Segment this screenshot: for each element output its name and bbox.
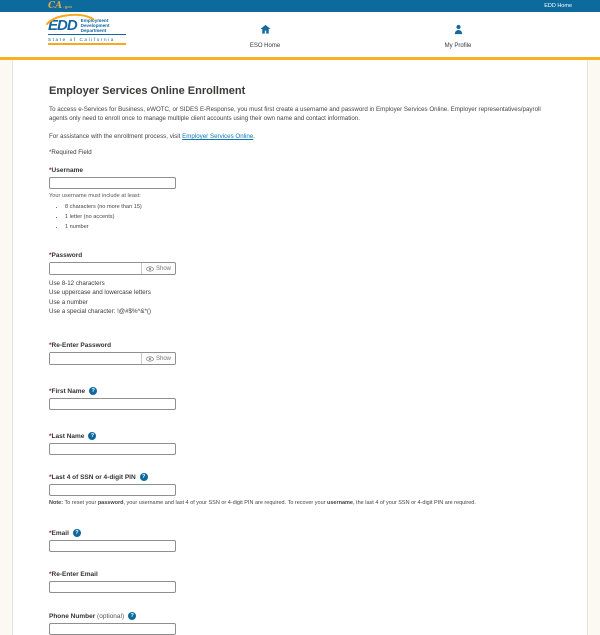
password-show-button[interactable]: Show xyxy=(141,263,175,274)
reenter-password-input-wrap xyxy=(49,352,176,365)
username-input[interactable] xyxy=(49,177,176,189)
password-rule: Use a number xyxy=(49,298,88,306)
reenter-email-field-group xyxy=(49,571,551,593)
phone-field-group xyxy=(49,612,551,635)
required-asterisk: * xyxy=(49,342,52,350)
eye-icon xyxy=(146,266,154,272)
last-name-help-icon[interactable]: ? xyxy=(88,432,96,440)
phone-input[interactable] xyxy=(49,623,176,635)
first-name-field-group xyxy=(49,387,551,410)
password-rules xyxy=(49,279,551,316)
required-asterisk: * xyxy=(49,167,52,174)
ssn-pin-label: *Last 4 of SSN or 4-digit PIN ? xyxy=(49,473,551,481)
edd-home-link[interactable]: EDD Home xyxy=(544,3,572,9)
nav-eso-home[interactable] xyxy=(230,22,300,49)
username-hint: Your username must include at least: xyxy=(49,193,141,199)
required-asterisk: * xyxy=(49,149,52,156)
password-rule: Use a special character: !@#$%^&*() xyxy=(49,307,152,315)
edd-logo-text: EDD xyxy=(48,17,77,34)
required-asterisk: * xyxy=(49,432,52,440)
password-rule: Use uppercase and lowercase letters xyxy=(49,289,151,297)
ssn-pin-note: Note: To reset your password, your username and last 4 of your SSN or 4-digit PIN are required. To recover your username, the last 4 of your SSN or 4-digit PIN are required. xyxy=(49,500,476,507)
edd-logo-orange-rule xyxy=(48,43,126,45)
edd-swoosh-icon xyxy=(45,13,95,25)
assistance-line xyxy=(49,133,551,140)
password-input[interactable] xyxy=(50,263,141,274)
username-field-group xyxy=(49,167,551,230)
reenter-email-label: *Re-Enter Email xyxy=(49,571,98,579)
password-label: *Password xyxy=(49,252,83,259)
employer-services-online-link[interactable]: Employer Services Online xyxy=(182,133,254,140)
nav-my-profile[interactable] xyxy=(423,22,493,49)
username-rule-item: • 1 number xyxy=(65,224,551,230)
password-input-wrap xyxy=(49,262,176,275)
ssn-pin-help-icon[interactable]: ? xyxy=(140,473,148,481)
enrollment-card xyxy=(12,60,588,635)
email-field-group xyxy=(49,529,551,552)
page-title: Employer Services Online Enrollment xyxy=(49,85,246,97)
phone-help-icon[interactable]: ? xyxy=(128,612,136,620)
reenter-password-label: *Re-Enter Password xyxy=(49,342,112,350)
edd-logo[interactable] xyxy=(48,18,126,45)
ca-gov-logo-ca: CA xyxy=(48,0,63,11)
required-asterisk: * xyxy=(49,529,52,537)
reenter-password-show-button[interactable]: Show xyxy=(141,353,175,364)
edd-logo-line3: Department xyxy=(80,28,107,33)
required-asterisk: * xyxy=(49,571,52,579)
eye-icon xyxy=(146,356,154,362)
email-help-icon[interactable]: ? xyxy=(73,529,81,537)
phone-optional-tag: (optional) xyxy=(97,612,125,620)
phone-label: Phone Number (optional) ? xyxy=(49,612,551,620)
reenter-email-input[interactable] xyxy=(49,581,176,593)
email-input[interactable] xyxy=(49,540,176,552)
required-asterisk: * xyxy=(49,387,52,395)
required-asterisk: * xyxy=(49,473,52,481)
ca-gov-logo[interactable] xyxy=(48,2,73,11)
edd-logo-blue-rule xyxy=(48,34,126,35)
username-label: *Username xyxy=(49,167,83,174)
edd-logo-line1: Employment xyxy=(80,18,109,23)
required-asterisk: * xyxy=(49,252,52,259)
site-header xyxy=(0,12,600,57)
first-name-help-icon[interactable]: ? xyxy=(89,387,97,395)
edd-logo-state: State of California xyxy=(48,36,115,42)
email-label: *Email ? xyxy=(49,529,551,537)
home-icon xyxy=(260,24,271,35)
reenter-password-field-group xyxy=(49,342,551,365)
last-name-label: *Last Name ? xyxy=(49,432,551,440)
nav-eso-home-label: ESO Home xyxy=(249,43,281,49)
intro-paragraph: To access e-Services for Business, eWOTC, or SIDES E-Response, you must first create a username and password in Employer Services Online. Employer representatives/payroll agents only need to enroll once to manage multiple client accounts using their own name and contact information. xyxy=(49,106,541,122)
password-rule: Use 8-12 characters xyxy=(49,280,105,287)
password-field-group xyxy=(49,252,551,316)
person-icon xyxy=(453,24,464,35)
edd-logo-line2: Development xyxy=(80,23,110,28)
utility-topbar xyxy=(0,0,600,12)
ca-gov-logo-gov: .gov xyxy=(63,3,73,9)
last-name-input[interactable] xyxy=(49,443,176,455)
ssn-pin-field-group xyxy=(49,473,551,507)
reenter-password-input[interactable] xyxy=(50,353,141,364)
username-rule-item: • 1 letter (no accents) xyxy=(65,214,551,220)
assistance-prefix: For assistance with the enrollment process, visit xyxy=(49,133,183,140)
last-name-field-group xyxy=(49,432,551,455)
username-rule-item: • 8 characters (no more than 15) xyxy=(65,204,551,210)
required-field-note: *Required Field xyxy=(49,149,92,156)
nav-my-profile-label: My Profile xyxy=(444,43,472,49)
username-rules-list xyxy=(65,204,551,230)
ssn-pin-input[interactable] xyxy=(49,484,176,496)
first-name-input[interactable] xyxy=(49,398,176,410)
assistance-suffix: . xyxy=(253,133,256,140)
first-name-label: *First Name ? xyxy=(49,387,551,395)
